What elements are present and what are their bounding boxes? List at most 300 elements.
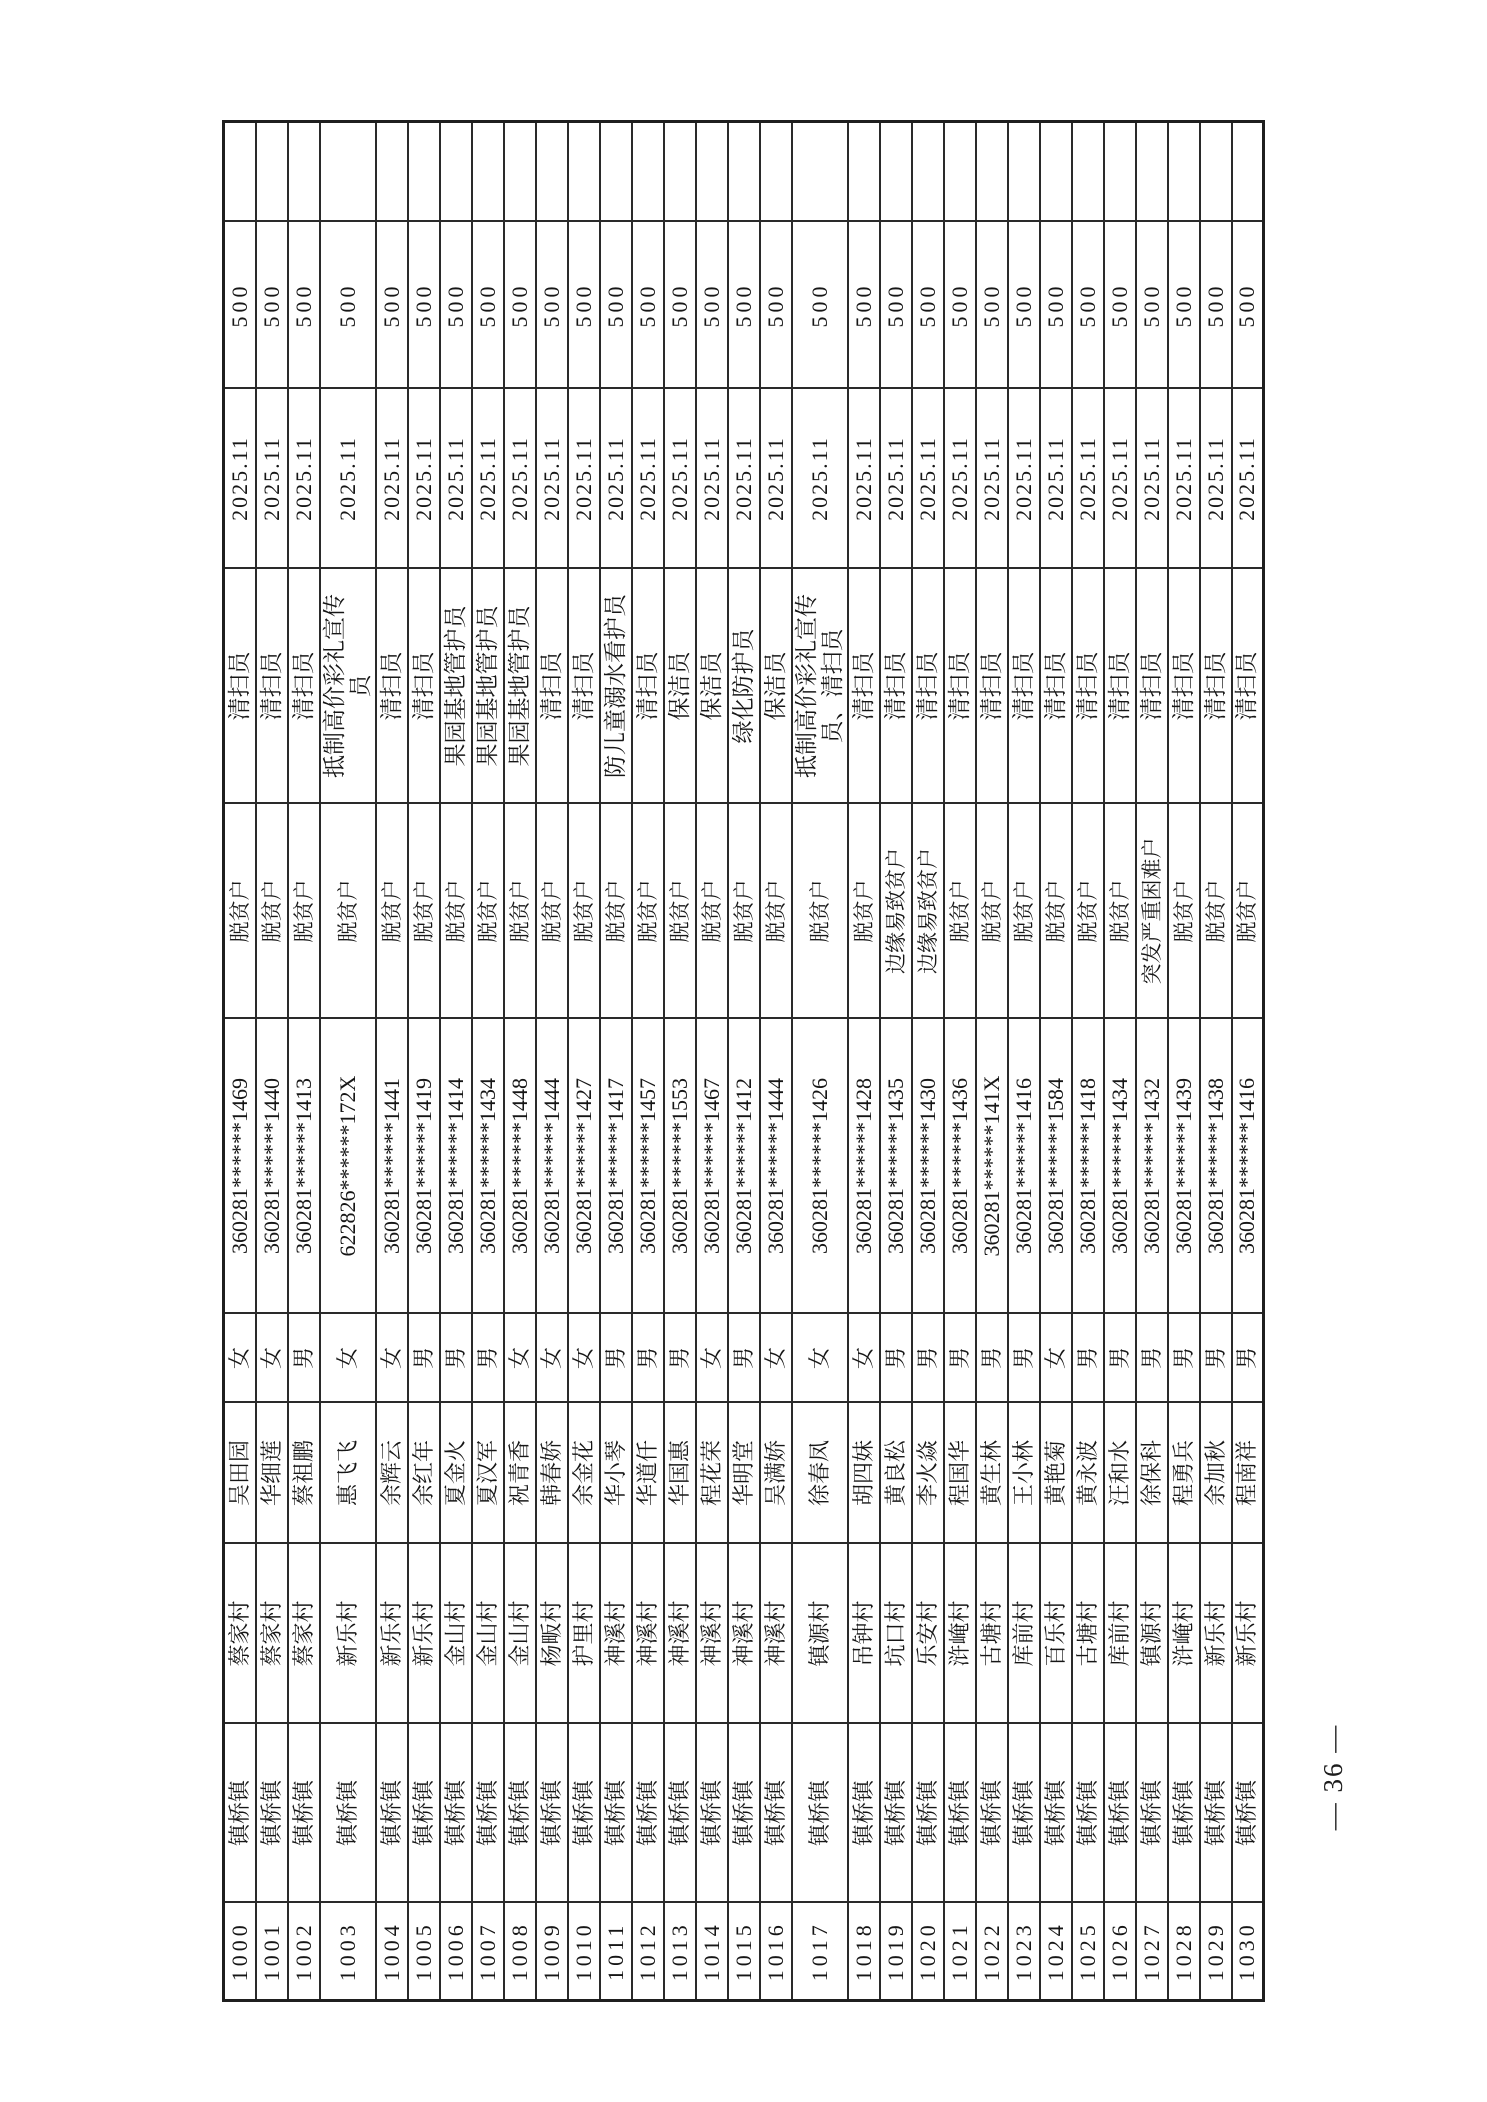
cell-village: 浒崦村	[944, 1544, 976, 1724]
cell-seq: 1012	[632, 1903, 664, 2001]
cell-post: 抵制高价彩礼宣传员、清扫员	[792, 569, 848, 804]
cell-note	[376, 122, 408, 222]
cell-category: 脱贫户	[1168, 804, 1200, 1019]
cell-note	[696, 122, 728, 222]
cell-id_number: 360281******1440	[256, 1019, 288, 1314]
cell-id_number: 360281******1439	[1168, 1019, 1200, 1314]
rotated-table-container	[222, 120, 1265, 2002]
cell-town: 镇桥镇	[760, 1724, 792, 1903]
cell-seq: 1013	[664, 1903, 696, 2001]
cell-village: 镇源村	[1136, 1544, 1168, 1724]
cell-id_number: 360281******1553	[664, 1019, 696, 1314]
cell-note	[632, 122, 664, 222]
cell-village: 百乐村	[1040, 1544, 1072, 1724]
cell-month: 2025.11	[1040, 389, 1072, 569]
cell-town: 镇桥镇	[600, 1724, 632, 1903]
cell-town: 镇桥镇	[224, 1724, 256, 1903]
cell-category: 脱贫户	[600, 804, 632, 1019]
table-row	[792, 122, 848, 2001]
cell-town: 镇桥镇	[408, 1724, 440, 1903]
cell-month: 2025.11	[536, 389, 568, 569]
cell-name: 汪和水	[1104, 1403, 1136, 1544]
cell-amount: 500	[1168, 222, 1200, 389]
cell-seq: 1027	[1136, 1903, 1168, 2001]
cell-village: 神溪村	[664, 1544, 696, 1724]
cell-amount: 500	[728, 222, 760, 389]
cell-gender: 男	[600, 1314, 632, 1403]
cell-month: 2025.11	[848, 389, 880, 569]
cell-note	[600, 122, 632, 222]
cell-id_number: 360281******1444	[760, 1019, 792, 1314]
cell-category: 脱贫户	[1072, 804, 1104, 1019]
cell-note	[976, 122, 1008, 222]
cell-seq: 1008	[504, 1903, 536, 2001]
cell-village: 乐安村	[912, 1544, 944, 1724]
cell-month: 2025.11	[760, 389, 792, 569]
cell-category: 脱贫户	[760, 804, 792, 1019]
cell-month: 2025.11	[408, 389, 440, 569]
cell-town: 镇桥镇	[944, 1724, 976, 1903]
cell-seq: 1014	[696, 1903, 728, 2001]
cell-post: 清扫员	[536, 569, 568, 804]
table-row	[408, 122, 440, 2001]
subsidy-roster-table	[222, 120, 1265, 2002]
cell-village: 神溪村	[728, 1544, 760, 1724]
cell-post: 清扫员	[1040, 569, 1072, 804]
cell-town: 镇桥镇	[1072, 1724, 1104, 1903]
cell-gender: 女	[504, 1314, 536, 1403]
cell-gender: 男	[440, 1314, 472, 1403]
cell-note	[536, 122, 568, 222]
cell-gender: 男	[1072, 1314, 1104, 1403]
cell-name: 程勇兵	[1168, 1403, 1200, 1544]
cell-gender: 男	[944, 1314, 976, 1403]
cell-amount: 500	[880, 222, 912, 389]
cell-category: 脱贫户	[504, 804, 536, 1019]
cell-seq: 1030	[1232, 1903, 1264, 2001]
table-row	[664, 122, 696, 2001]
cell-note	[944, 122, 976, 222]
cell-town: 镇桥镇	[1040, 1724, 1072, 1903]
cell-village: 古塘村	[976, 1544, 1008, 1724]
cell-amount: 500	[1072, 222, 1104, 389]
cell-id_number: 360281******1412	[728, 1019, 760, 1314]
cell-id_number: 360281******1434	[1104, 1019, 1136, 1314]
cell-id_number: 360281******1416	[1232, 1019, 1264, 1314]
cell-month: 2025.11	[1232, 389, 1264, 569]
cell-town: 镇桥镇	[376, 1724, 408, 1903]
cell-post: 清扫员	[632, 569, 664, 804]
cell-amount: 500	[1104, 222, 1136, 389]
cell-category: 脱贫户	[728, 804, 760, 1019]
cell-seq: 1002	[288, 1903, 320, 2001]
cell-name: 余加秋	[1200, 1403, 1232, 1544]
cell-id_number: 360281******1426	[792, 1019, 848, 1314]
cell-town: 镇桥镇	[288, 1724, 320, 1903]
cell-gender: 女	[1040, 1314, 1072, 1403]
cell-seq: 1019	[880, 1903, 912, 2001]
cell-name: 黄良松	[880, 1403, 912, 1544]
cell-category: 脱贫户	[224, 804, 256, 1019]
cell-amount: 500	[536, 222, 568, 389]
cell-month: 2025.11	[880, 389, 912, 569]
cell-seq: 1010	[568, 1903, 600, 2001]
cell-village: 神溪村	[600, 1544, 632, 1724]
cell-category: 脱贫户	[408, 804, 440, 1019]
cell-town: 镇桥镇	[320, 1724, 376, 1903]
cell-month: 2025.11	[600, 389, 632, 569]
cell-gender: 男	[976, 1314, 1008, 1403]
table-row	[1072, 122, 1104, 2001]
cell-id_number: 360281******1457	[632, 1019, 664, 1314]
cell-town: 镇桥镇	[664, 1724, 696, 1903]
cell-note	[472, 122, 504, 222]
cell-note	[760, 122, 792, 222]
cell-note	[1232, 122, 1264, 222]
cell-town: 镇桥镇	[256, 1724, 288, 1903]
cell-id_number: 360281******1427	[568, 1019, 600, 1314]
cell-amount: 500	[504, 222, 536, 389]
cell-post: 清扫员	[288, 569, 320, 804]
cell-gender: 男	[1200, 1314, 1232, 1403]
cell-note	[1072, 122, 1104, 222]
cell-category: 脱贫户	[440, 804, 472, 1019]
table-row	[224, 122, 256, 2001]
cell-post: 保洁员	[760, 569, 792, 804]
cell-category: 脱贫户	[1008, 804, 1040, 1019]
table-row	[944, 122, 976, 2001]
cell-id_number: 360281******1584	[1040, 1019, 1072, 1314]
cell-amount: 500	[1136, 222, 1168, 389]
cell-town: 镇桥镇	[792, 1724, 848, 1903]
cell-id_number: 360281******1467	[696, 1019, 728, 1314]
cell-month: 2025.11	[664, 389, 696, 569]
table-row	[256, 122, 288, 2001]
cell-month: 2025.11	[944, 389, 976, 569]
cell-village: 神溪村	[632, 1544, 664, 1724]
cell-name: 蔡祖鹏	[288, 1403, 320, 1544]
cell-category: 突发严重困难户	[1136, 804, 1168, 1019]
cell-town: 镇桥镇	[1104, 1724, 1136, 1903]
cell-month: 2025.11	[224, 389, 256, 569]
cell-category: 脱贫户	[1040, 804, 1072, 1019]
cell-town: 镇桥镇	[504, 1724, 536, 1903]
table-row	[440, 122, 472, 2001]
cell-id_number: 360281******1436	[944, 1019, 976, 1314]
cell-village: 金山村	[440, 1544, 472, 1724]
cell-month: 2025.11	[256, 389, 288, 569]
cell-town: 镇桥镇	[1136, 1724, 1168, 1903]
cell-amount: 500	[600, 222, 632, 389]
cell-village: 新乐村	[1232, 1544, 1264, 1724]
cell-amount: 500	[472, 222, 504, 389]
cell-post: 清扫员	[1232, 569, 1264, 804]
cell-gender: 男	[728, 1314, 760, 1403]
cell-category: 脱贫户	[568, 804, 600, 1019]
cell-category: 边缘易致贫户	[912, 804, 944, 1019]
table-row	[912, 122, 944, 2001]
cell-seq: 1004	[376, 1903, 408, 2001]
cell-month: 2025.11	[288, 389, 320, 569]
table-row	[1232, 122, 1264, 2001]
cell-gender: 男	[408, 1314, 440, 1403]
cell-category: 脱贫户	[256, 804, 288, 1019]
table-row	[568, 122, 600, 2001]
cell-seq: 1022	[976, 1903, 1008, 2001]
cell-town: 镇桥镇	[1168, 1724, 1200, 1903]
table-row	[1104, 122, 1136, 2001]
cell-gender: 男	[1008, 1314, 1040, 1403]
cell-name: 祝青香	[504, 1403, 536, 1544]
cell-village: 新乐村	[320, 1544, 376, 1724]
cell-name: 华道仟	[632, 1403, 664, 1544]
cell-note	[880, 122, 912, 222]
cell-name: 华小琴	[600, 1403, 632, 1544]
cell-gender: 女	[256, 1314, 288, 1403]
cell-name: 余辉云	[376, 1403, 408, 1544]
cell-category: 脱贫户	[320, 804, 376, 1019]
cell-seq: 1028	[1168, 1903, 1200, 2001]
cell-seq: 1017	[792, 1903, 848, 2001]
cell-post: 清扫员	[1104, 569, 1136, 804]
cell-id_number: 360281******1430	[912, 1019, 944, 1314]
cell-seq: 1025	[1072, 1903, 1104, 2001]
cell-name: 程南祥	[1232, 1403, 1264, 1544]
cell-village: 蔡家村	[224, 1544, 256, 1724]
cell-amount: 500	[440, 222, 472, 389]
cell-amount: 500	[288, 222, 320, 389]
cell-note	[568, 122, 600, 222]
cell-note	[408, 122, 440, 222]
cell-post: 防儿童溺水看护员	[600, 569, 632, 804]
cell-post: 保洁员	[664, 569, 696, 804]
table-row	[760, 122, 792, 2001]
cell-amount: 500	[792, 222, 848, 389]
cell-village: 蔡家村	[288, 1544, 320, 1724]
cell-seq: 1026	[1104, 1903, 1136, 2001]
cell-category: 脱贫户	[536, 804, 568, 1019]
cell-gender: 女	[760, 1314, 792, 1403]
cell-seq: 1020	[912, 1903, 944, 2001]
cell-id_number: 360281******1417	[600, 1019, 632, 1314]
cell-post: 清扫员	[224, 569, 256, 804]
cell-note	[288, 122, 320, 222]
cell-name: 黄永波	[1072, 1403, 1104, 1544]
cell-month: 2025.11	[568, 389, 600, 569]
cell-note	[1104, 122, 1136, 222]
cell-post: 清扫员	[976, 569, 1008, 804]
cell-name: 程花荣	[696, 1403, 728, 1544]
cell-month: 2025.11	[632, 389, 664, 569]
cell-post: 清扫员	[880, 569, 912, 804]
cell-town: 镇桥镇	[1200, 1724, 1232, 1903]
cell-post: 果园基地管护员	[472, 569, 504, 804]
cell-amount: 500	[1200, 222, 1232, 389]
table-row	[1200, 122, 1232, 2001]
cell-amount: 500	[976, 222, 1008, 389]
cell-name: 徐保科	[1136, 1403, 1168, 1544]
cell-seq: 1000	[224, 1903, 256, 2001]
cell-post: 清扫员	[1168, 569, 1200, 804]
cell-seq: 1023	[1008, 1903, 1040, 2001]
table-row	[536, 122, 568, 2001]
cell-post: 清扫员	[848, 569, 880, 804]
cell-town: 镇桥镇	[632, 1724, 664, 1903]
cell-category: 脱贫户	[792, 804, 848, 1019]
cell-note	[1040, 122, 1072, 222]
cell-name: 华明堂	[728, 1403, 760, 1544]
cell-post: 清扫员	[1200, 569, 1232, 804]
cell-gender: 男	[472, 1314, 504, 1403]
cell-note	[320, 122, 376, 222]
cell-id_number: 360281******1438	[1200, 1019, 1232, 1314]
table-row	[880, 122, 912, 2001]
cell-category: 脱贫户	[472, 804, 504, 1019]
cell-post: 清扫员	[568, 569, 600, 804]
cell-note	[1168, 122, 1200, 222]
cell-name: 夏汉军	[472, 1403, 504, 1544]
cell-village: 神溪村	[696, 1544, 728, 1724]
cell-category: 脱贫户	[1232, 804, 1264, 1019]
cell-village: 古塘村	[1072, 1544, 1104, 1724]
table-body	[224, 122, 1264, 2001]
table-row	[1008, 122, 1040, 2001]
cell-id_number: 360281******1444	[536, 1019, 568, 1314]
cell-seq: 1005	[408, 1903, 440, 2001]
cell-town: 镇桥镇	[880, 1724, 912, 1903]
cell-amount: 500	[1008, 222, 1040, 389]
table-row	[504, 122, 536, 2001]
cell-amount: 500	[376, 222, 408, 389]
cell-post: 抵制高价彩礼宣传员	[320, 569, 376, 804]
table-row	[848, 122, 880, 2001]
cell-gender: 男	[664, 1314, 696, 1403]
cell-village: 护里村	[568, 1544, 600, 1724]
cell-month: 2025.11	[504, 389, 536, 569]
cell-name: 华国惠	[664, 1403, 696, 1544]
cell-note	[792, 122, 848, 222]
cell-category: 脱贫户	[288, 804, 320, 1019]
cell-post: 果园基地管护员	[504, 569, 536, 804]
cell-category: 脱贫户	[944, 804, 976, 1019]
cell-month: 2025.11	[440, 389, 472, 569]
cell-town: 镇桥镇	[696, 1724, 728, 1903]
cell-note	[728, 122, 760, 222]
cell-category: 脱贫户	[1200, 804, 1232, 1019]
cell-village: 新乐村	[1200, 1544, 1232, 1724]
cell-village: 库前村	[1008, 1544, 1040, 1724]
cell-note	[1200, 122, 1232, 222]
cell-note	[1008, 122, 1040, 222]
cell-post: 清扫员	[408, 569, 440, 804]
table-row	[472, 122, 504, 2001]
cell-note	[912, 122, 944, 222]
cell-name: 黄艳菊	[1040, 1403, 1072, 1544]
cell-post: 清扫员	[1072, 569, 1104, 804]
cell-gender: 男	[288, 1314, 320, 1403]
cell-gender: 男	[912, 1314, 944, 1403]
cell-id_number: 360281******1416	[1008, 1019, 1040, 1314]
cell-note	[224, 122, 256, 222]
cell-seq: 1009	[536, 1903, 568, 2001]
table-row	[976, 122, 1008, 2001]
cell-id_number: 360281******1418	[1072, 1019, 1104, 1314]
cell-post: 清扫员	[1008, 569, 1040, 804]
cell-post: 保洁员	[696, 569, 728, 804]
cell-gender: 女	[696, 1314, 728, 1403]
cell-note	[664, 122, 696, 222]
cell-village: 蔡家村	[256, 1544, 288, 1724]
cell-note	[256, 122, 288, 222]
table-row	[728, 122, 760, 2001]
table-row	[632, 122, 664, 2001]
table-row	[1168, 122, 1200, 2001]
cell-name: 程国华	[944, 1403, 976, 1544]
cell-name: 余金花	[568, 1403, 600, 1544]
cell-month: 2025.11	[472, 389, 504, 569]
cell-gender: 女	[376, 1314, 408, 1403]
table-row	[376, 122, 408, 2001]
cell-name: 黄生林	[976, 1403, 1008, 1544]
cell-id_number: 360281******1414	[440, 1019, 472, 1314]
cell-seq: 1021	[944, 1903, 976, 2001]
cell-amount: 500	[912, 222, 944, 389]
cell-gender: 女	[848, 1314, 880, 1403]
cell-seq: 1006	[440, 1903, 472, 2001]
cell-seq: 1015	[728, 1903, 760, 2001]
cell-name: 余红年	[408, 1403, 440, 1544]
cell-amount: 500	[664, 222, 696, 389]
cell-note	[440, 122, 472, 222]
cell-amount: 500	[944, 222, 976, 389]
cell-name: 胡四妹	[848, 1403, 880, 1544]
cell-seq: 1007	[472, 1903, 504, 2001]
cell-town: 镇桥镇	[976, 1724, 1008, 1903]
cell-seq: 1024	[1040, 1903, 1072, 2001]
cell-village: 新乐村	[408, 1544, 440, 1724]
cell-category: 脱贫户	[376, 804, 408, 1019]
cell-amount: 500	[632, 222, 664, 389]
cell-gender: 男	[880, 1314, 912, 1403]
cell-post: 清扫员	[256, 569, 288, 804]
cell-seq: 1001	[256, 1903, 288, 2001]
cell-note	[848, 122, 880, 222]
table-row	[696, 122, 728, 2001]
cell-name: 夏金火	[440, 1403, 472, 1544]
page-number: — 36 —	[1318, 1723, 1348, 1831]
cell-gender: 男	[1232, 1314, 1264, 1403]
cell-post: 果园基地管护员	[440, 569, 472, 804]
cell-town: 镇桥镇	[1008, 1724, 1040, 1903]
cell-category: 脱贫户	[696, 804, 728, 1019]
cell-gender: 女	[320, 1314, 376, 1403]
cell-village: 杨畈村	[536, 1544, 568, 1724]
cell-village: 吊钟村	[848, 1544, 880, 1724]
cell-village: 浒崦村	[1168, 1544, 1200, 1724]
cell-amount: 500	[1232, 222, 1264, 389]
cell-id_number: 360281******1441	[376, 1019, 408, 1314]
cell-month: 2025.11	[1104, 389, 1136, 569]
cell-category: 脱贫户	[848, 804, 880, 1019]
cell-amount: 500	[320, 222, 376, 389]
table-row	[600, 122, 632, 2001]
cell-village: 新乐村	[376, 1544, 408, 1724]
cell-town: 镇桥镇	[912, 1724, 944, 1903]
cell-id_number: 360281******141X	[976, 1019, 1008, 1314]
cell-name: 徐春凤	[792, 1403, 848, 1544]
table-row	[288, 122, 320, 2001]
cell-gender: 女	[536, 1314, 568, 1403]
